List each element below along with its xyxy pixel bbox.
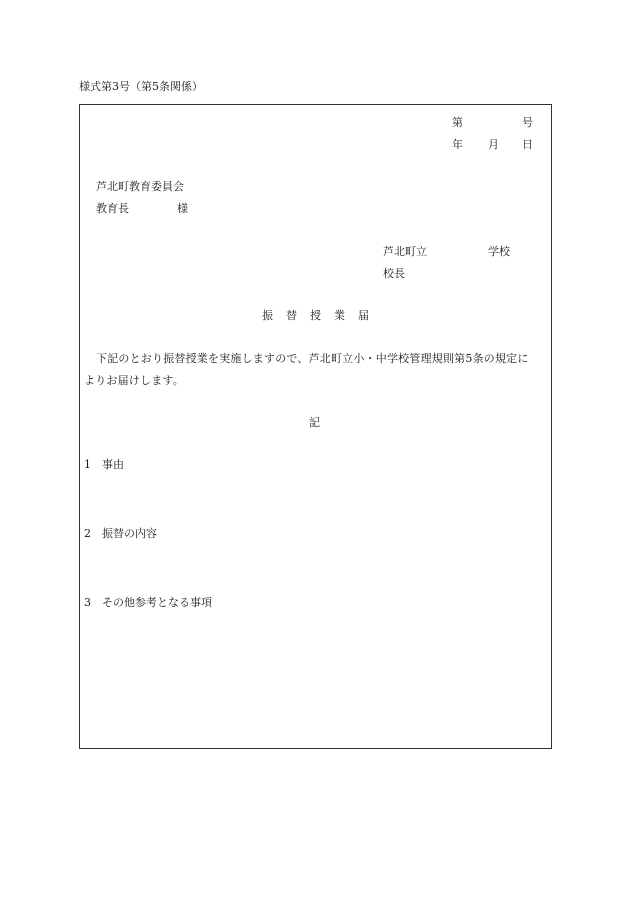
sender-school: 学校 <box>488 245 510 258</box>
date-month: 月 <box>488 138 499 151</box>
date-day: 日 <box>522 138 533 151</box>
recipient-title: 教育長 <box>96 202 129 215</box>
title-char: 授 <box>310 309 321 322</box>
date-year: 年 <box>452 138 463 151</box>
recipient-organization: 芦北町教育委員会 <box>96 180 184 193</box>
title-char: 振 <box>262 309 273 322</box>
number-prefix: 第 <box>452 116 463 129</box>
body-line-1: 下記のとおり振替授業を実施しますので、芦北町立小・中学校管理規則第5条の規定に <box>96 352 529 365</box>
number-suffix: 号 <box>522 116 533 129</box>
item-number: 2 <box>84 527 91 540</box>
item-number: 3 <box>84 596 91 609</box>
sender-title: 校長 <box>383 267 405 280</box>
body-line-2: よりお届けします。 <box>84 374 184 387</box>
title-char: 届 <box>358 309 369 322</box>
title-char: 替 <box>286 309 297 322</box>
form-label: 様式第3号（第5条関係） <box>79 80 203 93</box>
sender-town: 芦北町立 <box>383 245 427 258</box>
item-label: 振替の内容 <box>102 527 157 540</box>
title-char: 業 <box>334 309 345 322</box>
item-label: その他参考となる事項 <box>102 596 212 609</box>
item-number: 1 <box>84 458 91 471</box>
item-label: 事由 <box>102 458 124 471</box>
ki-heading: 記 <box>309 416 320 429</box>
recipient-honorific: 様 <box>177 202 188 215</box>
